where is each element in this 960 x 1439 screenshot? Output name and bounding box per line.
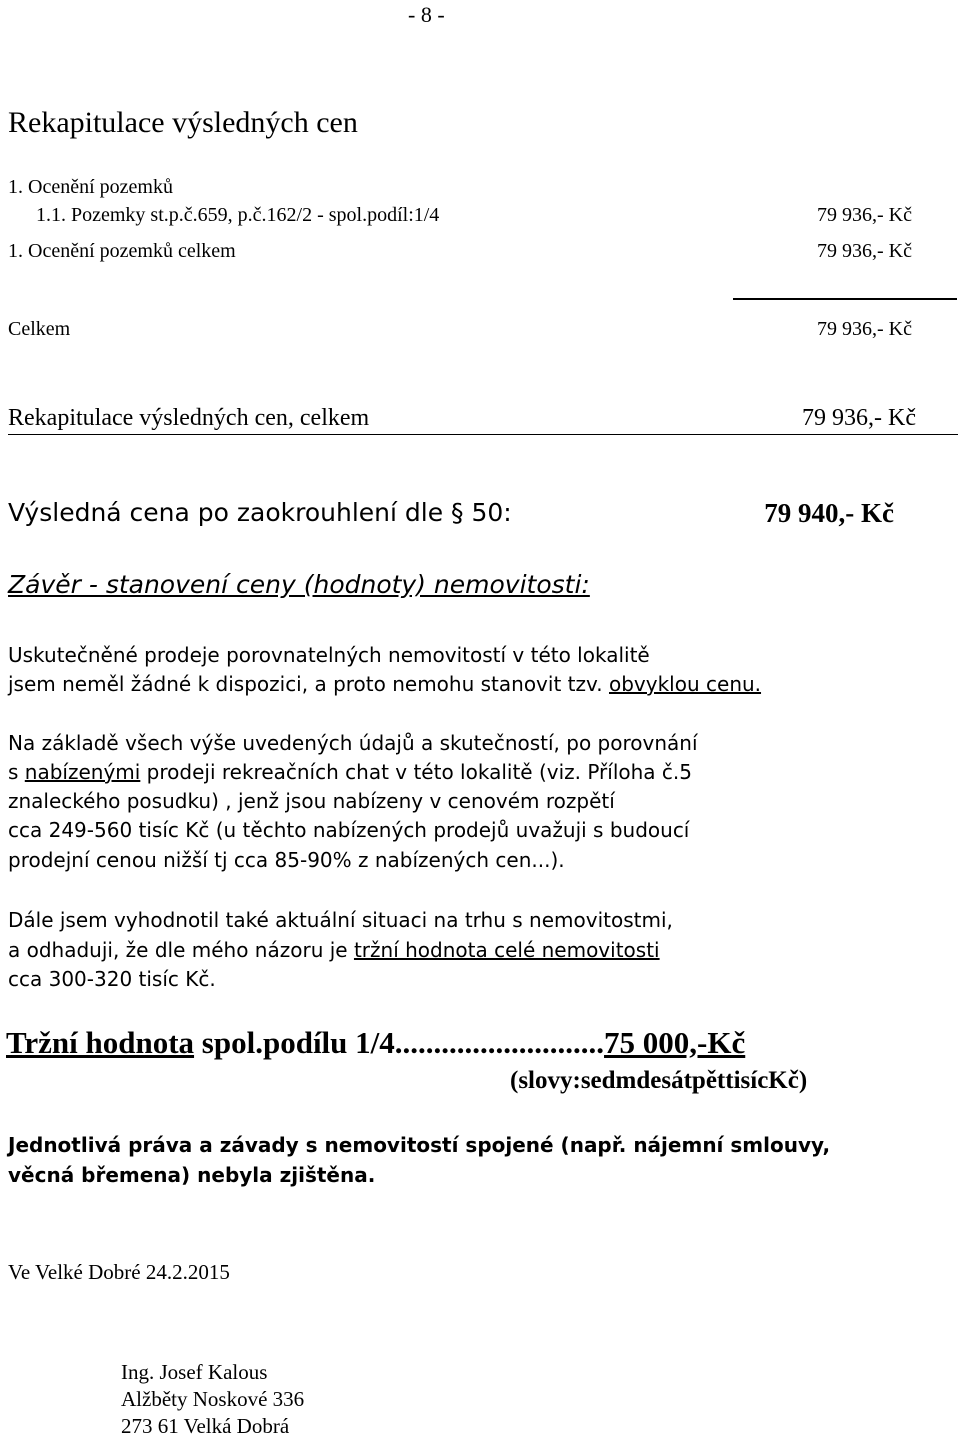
section-heading: 1. Ocenění pozemků bbox=[8, 176, 173, 198]
page-number: - 8 - bbox=[408, 2, 445, 27]
recap-rule bbox=[8, 434, 958, 435]
item-value: 79 936,- Kč bbox=[817, 204, 912, 226]
para1-line1: Uskutečněné prodeje porovnatelných nemovitostí v této lokalitě bbox=[8, 643, 650, 667]
para2-line3: znaleckého posudku) , jenž jsou nabízeny v cenovém rozpětí bbox=[8, 789, 615, 813]
market-value-amount: 75 000,-Kč bbox=[604, 1025, 746, 1060]
signature-city: 273 61 Velká Dobrá bbox=[121, 1414, 290, 1438]
para2-line5: prodejní cenou nižší tj cca 85-90% z nabízených cen...). bbox=[8, 848, 565, 872]
para2-underlined: nabízenými bbox=[24, 760, 141, 784]
section-total-label: 1. Ocenění pozemků celkem bbox=[8, 240, 236, 262]
rounded-label: Výsledná cena po zaokrouhlení dle § 50: bbox=[8, 498, 512, 527]
market-value-label: Tržní hodnota bbox=[6, 1025, 195, 1060]
rounded-value: 79 940,- Kč bbox=[764, 498, 894, 528]
market-value-label-rest: spol.podílu 1/4 bbox=[194, 1025, 395, 1060]
para1-line2 bbox=[8, 672, 761, 696]
signature-street: Alžběty Noskové 336 bbox=[121, 1387, 305, 1411]
celkem-value: 79 936,- Kč bbox=[817, 318, 912, 340]
place-date: Ve Velké Dobré 24.2.2015 bbox=[8, 1260, 230, 1284]
para3-underlined: tržní hodnota celé nemovitosti bbox=[353, 938, 660, 962]
conclusion-heading: Závěr - stanovení ceny (hodnoty) nemovitosti: bbox=[8, 570, 590, 599]
para3-line1: Dále jsem vyhodnotil také aktuální situaci na trhu s nemovitostmi, bbox=[8, 908, 673, 932]
section-total-value: 79 936,- Kč bbox=[817, 240, 912, 262]
page-title: Rekapitulace výsledných cen bbox=[8, 106, 358, 139]
market-value-line bbox=[6, 1025, 745, 1061]
rights-line2: věcná břemena) nebyla zjištěna. bbox=[8, 1163, 376, 1187]
para1-underlined: obvyklou cenu. bbox=[609, 672, 762, 696]
recap-total-value: 79 936,- Kč bbox=[802, 405, 916, 431]
market-value-words: (slovy:sedmdesátpěttisícKč) bbox=[510, 1067, 808, 1094]
para2-line2-pre: s bbox=[8, 760, 25, 784]
para2-line2 bbox=[8, 760, 692, 784]
celkem-label: Celkem bbox=[8, 318, 71, 340]
para3-line2 bbox=[8, 938, 660, 962]
para2-line4: cca 249-560 tisíc Kč (u těchto nabízených prodejů uvažuji s budoucí bbox=[8, 818, 690, 842]
para2-line2-post: prodeji rekreačních chat v této lokalitě (viz. Příloha č.5 bbox=[140, 760, 692, 784]
recap-total-label: Rekapitulace výsledných cen, celkem bbox=[8, 405, 370, 431]
market-value-dots: ........................... bbox=[394, 1025, 605, 1060]
para3-line3: cca 300-320 tisíc Kč. bbox=[8, 967, 216, 991]
total-rule bbox=[733, 298, 957, 300]
item-label: 1.1. Pozemky st.p.č.659, p.č.162/2 - spol.podíl:1/4 bbox=[36, 204, 440, 226]
para2-line1: Na základě všech výše uvedených údajů a skutečností, po porovnání bbox=[8, 731, 698, 755]
para1-line2-text: jsem neměl žádné k dispozici, a proto nemohu stanovit tzv. bbox=[8, 672, 609, 696]
signature-name: Ing. Josef Kalous bbox=[121, 1360, 268, 1384]
para3-line2-pre: a odhaduji, že dle mého názoru je bbox=[8, 938, 354, 962]
rights-line1: Jednotlivá práva a závady s nemovitostí spojené (např. nájemní smlouvy, bbox=[8, 1133, 831, 1157]
